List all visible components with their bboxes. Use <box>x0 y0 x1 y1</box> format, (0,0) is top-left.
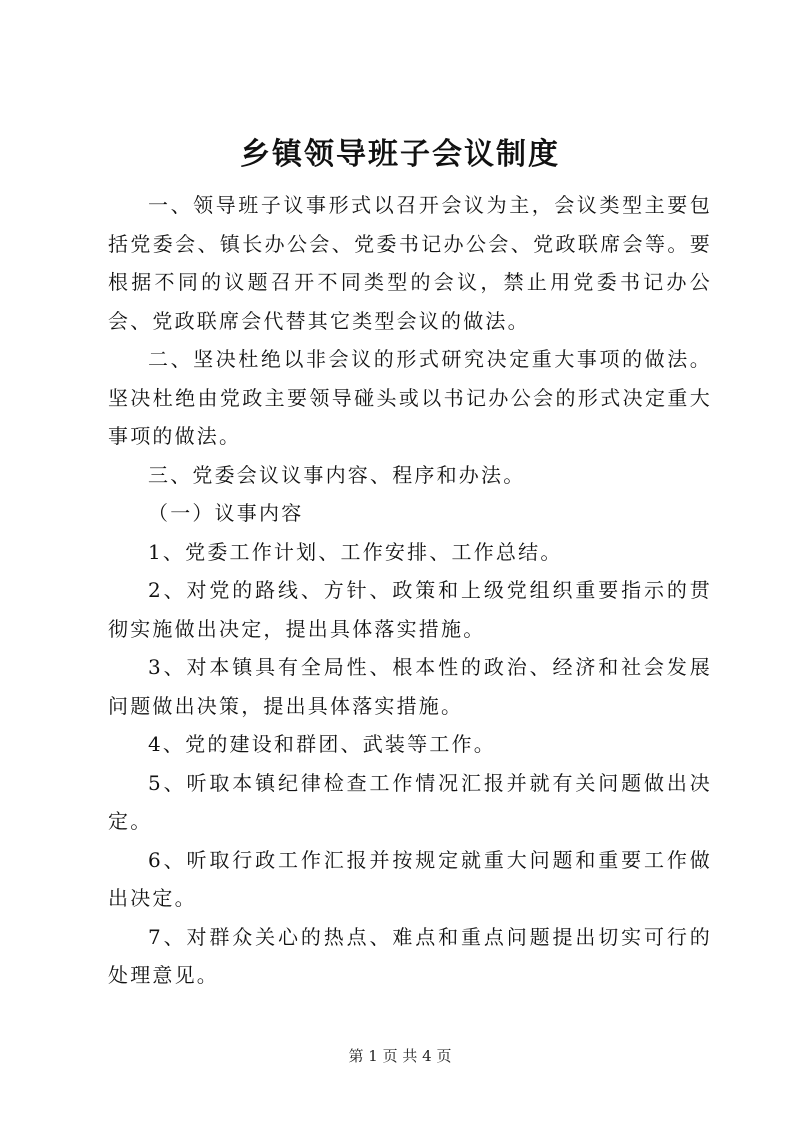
paragraph-4: （一）议事内容 <box>148 501 304 525</box>
paragraph-3: 三、党委会议议事内容、程序和办法。 <box>148 462 526 487</box>
document-body <box>108 186 712 995</box>
paragraph-5: 1、党委工作计划、工作安排、工作总结。 <box>148 539 563 564</box>
document-title: 乡镇领导班子会议制度 <box>240 137 560 172</box>
paragraph-6: 2、对党的路线、方针、政策和上级党组织重要指示的贯彻实施做出决定，提出具体落实措施。 <box>108 578 712 641</box>
paragraph-10: 6、听取行政工作汇报并按规定就重大问题和重要工作做出决定。 <box>108 847 712 910</box>
page-footer: 第 1 页 共 4 页 <box>348 1047 452 1065</box>
paragraph-7: 3、对本镇具有全局性、根本性的政治、经济和社会发展问题做出决策，提出具体落实措施。 <box>108 655 712 718</box>
paragraph-2: 二、坚决杜绝以非会议的形式研究决定重大事项的做法。坚决杜绝由党政主要领导碰头或以书记办公会的形式决定重大事项的做法。 <box>108 347 712 448</box>
paragraph-9: 5、听取本镇纪律检查工作情况汇报并就有关问题做出决定。 <box>108 770 712 833</box>
paragraph-8: 4、党的建设和群团、武装等工作。 <box>148 732 496 756</box>
paragraph-11: 7、对群众关心的热点、难点和重点问题提出切实可行的处理意见。 <box>108 924 712 987</box>
paragraph-1: 一、领导班子议事形式以召开会议为主，会议类型主要包括党委会、镇长办公会、党委书记办公会、党政联席会等。要根据不同的议题召开不同类型的会议，禁止用党委书记办公会、党政联席会代替其它类型会议的做法。 <box>108 193 712 333</box>
